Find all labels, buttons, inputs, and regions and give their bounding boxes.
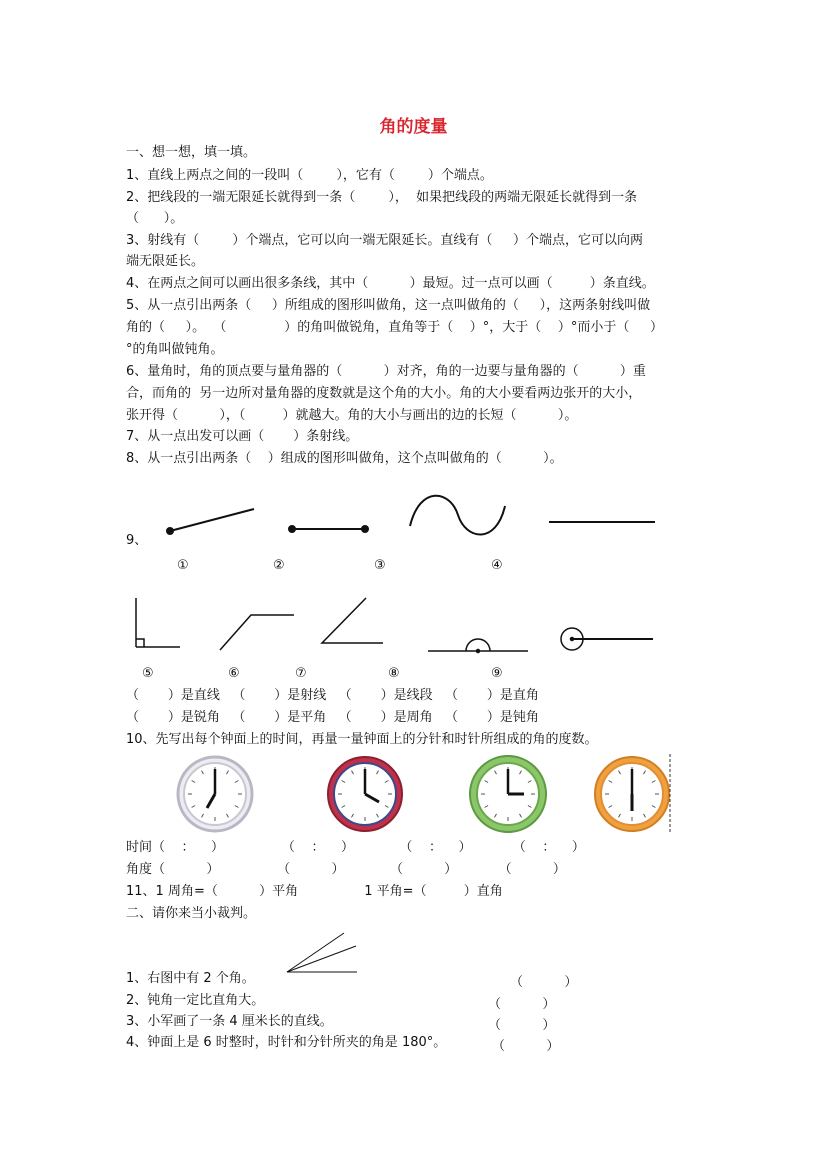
answer-bracket: （ ） — [488, 997, 556, 1012]
answer-bracket: （ ） — [510, 975, 578, 990]
question-line: 8、从一点引出两条（ ）组成的图形叫做角，这个点叫做角的（ ）。 — [126, 451, 563, 466]
section-heading: 一、想一想，填一填。 — [126, 145, 257, 160]
figure-number: ② — [273, 558, 285, 573]
figure-number: ⑤ — [142, 666, 154, 681]
figure-3-curve — [410, 496, 505, 535]
page-title: 角的度量 — [379, 117, 448, 137]
question-line: （ ）。 — [126, 211, 184, 226]
figure-number: ① — [177, 558, 189, 573]
q10-line: 10、先写出每个钟面上的时间，再量一量钟面上的分针和时针所组成的角的度数。 — [126, 732, 598, 747]
question-line: 5、从一点引出两条（ ）所组成的图形叫做角，这一点叫做角的（ ），这两条射线叫做 — [126, 298, 651, 313]
figure-number: ③ — [374, 558, 386, 573]
figure-number: ⑦ — [295, 666, 307, 681]
judge-item: 2、钝角一定比直角大。 — [126, 993, 265, 1008]
question-line: 6、量角时，角的顶点要与量角器的（ ）对齐，角的一边要与量角器的（ ）重 — [126, 364, 646, 379]
figure-9-full-angle — [561, 628, 653, 650]
question-line: 3、射线有（ ）个端点，它可以向一端无限延长。直线有（ ）个端点，它可以向两 — [126, 233, 643, 248]
judge-item: 3、小军画了一条 4 厘米长的直线。 — [126, 1014, 333, 1029]
q9-answer-row: （ ）是直线 （ ）是射线 （ ）是线段 （ ）是直角 — [126, 688, 539, 703]
angle-row: 角度（ ） （ ） （ ） （ ） — [126, 862, 566, 877]
clock-4 — [595, 757, 669, 831]
question-line: 合，而角的 另一边所对量角器的度数就是这个角的大小。角的大小要看两边张开的大小， — [126, 386, 642, 401]
q9-label: 9、 — [126, 533, 148, 548]
figure-number: ⑨ — [491, 666, 503, 681]
clock-2 — [328, 757, 402, 831]
figure-1-ray — [167, 509, 254, 534]
question-line: 1、直线上两点之间的一段叫（ ），它有（ ）个端点。 — [126, 168, 493, 183]
question-line: °的角叫做钝角。 — [126, 342, 224, 357]
answer-bracket: （ ） — [492, 1039, 560, 1054]
question-line: 2、把线段的一端无限延长就得到一条（ ）， 如果把线段的两端无限延长就得到一条 — [126, 190, 638, 205]
question-line: 角的（ ）。 （ ）的角叫做锐角，直角等于（ ）°，大于（ ）°而小于（ ） — [126, 320, 663, 335]
figure-number: ⑥ — [228, 666, 240, 681]
time-row: 时间（ ： ） （ ： ） （ ： ） （ ： ） — [126, 840, 585, 855]
q9-answer-row: （ ）是锐角 （ ）是平角 （ ）是周角 （ ）是钝角 — [126, 710, 539, 725]
question-line: 端无限延长。 — [126, 254, 205, 269]
figure-8-straight-angle — [428, 639, 528, 653]
question-line: 7、从一点出发可以画（ ）条射线。 — [126, 429, 359, 444]
question-line: 张开得（ ），（ ）就越大。角的大小与画出的边的长短（ ）。 — [126, 408, 578, 423]
judge-item: 1、右图中有 2 个角。 — [126, 971, 255, 986]
answer-bracket: （ ） — [488, 1018, 556, 1033]
section-heading: 二、请你来当小裁判。 — [126, 906, 257, 921]
figure-2-segment — [289, 526, 368, 532]
clock-3 — [470, 756, 546, 832]
figure-6-obtuse-angle — [220, 615, 294, 650]
question-line: 4、在两点之间可以画出很多条线，其中（ ）最短。过一点可以画（ ）条直线。 — [126, 276, 655, 291]
figure-5-right-angle — [136, 598, 180, 647]
figure-number: ④ — [491, 558, 503, 573]
clock-1 — [178, 757, 252, 831]
figure-number: ⑧ — [388, 666, 400, 681]
judge-item: 4、钟面上是 6 时整时，时针和分针所夹的角是 180°。 — [126, 1035, 447, 1050]
figure-7-acute-angle — [322, 598, 383, 643]
q11-line: 11、1 周角=（ ）平角 1 平角=（ ）直角 — [126, 884, 503, 899]
